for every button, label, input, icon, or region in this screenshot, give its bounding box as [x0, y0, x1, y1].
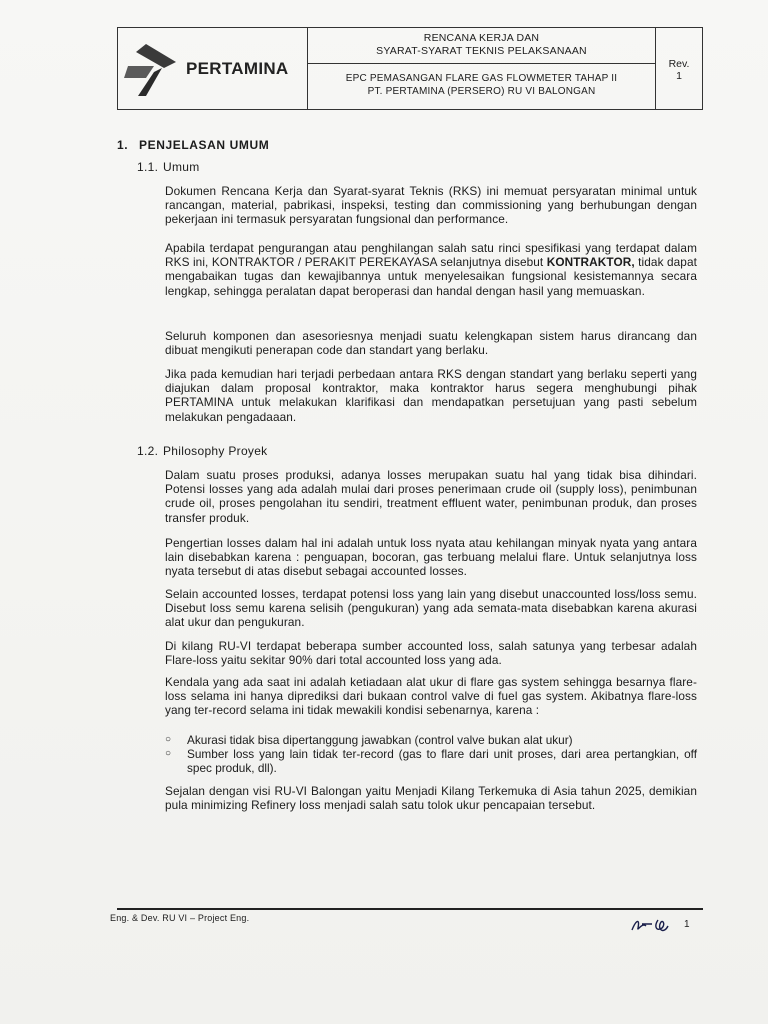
project-title [308, 64, 655, 109]
footer-rule [117, 908, 703, 910]
revision-value: 1 [676, 70, 682, 82]
list-item [165, 747, 697, 775]
signature-icon [628, 914, 676, 936]
bullet-list [165, 733, 697, 776]
list-item-text: Akurasi tidak bisa dipertanggung jawabkan (control valve bukan alat ukur) [187, 733, 573, 747]
subsection-number: 1.1. [137, 160, 159, 174]
document-title-line2: SYARAT-SYARAT TEKNIS PELAKSANAAN [376, 45, 587, 57]
title-cell [308, 28, 656, 109]
subsection-title: Philosophy Proyek [163, 444, 268, 458]
paragraph-umum-2-text-a: Apabila terdapat pengurangan atau penghilangan salah satu rinci spesifikasi yang terdapat dalam RKS ini, KONTRAKTOR / PERAKIT PEREKAYASA selanjutnya disebut [165, 241, 697, 270]
paragraph-philosophy-5: Kendala yang ada saat ini adalah ketiadaan alat ukur di flare gas system sehingga besarnya flare-loss selama ini hanya diprediksi dari bukaan control valve di fuel gas system. Akibatnya flare-loss yang ter-record selama ini tidak mewakili kondisi sebenarnya, karena : [165, 675, 697, 718]
paragraph-philosophy-4: Di kilang RU-VI terdapat beberapa sumber accounted loss, salah satunya yang terbesar adalah Flare-loss yaitu sekitar 90% dari total accounted loss yang ada. [165, 639, 697, 668]
pertamina-logo-icon [124, 44, 182, 96]
paragraph-philosophy-1: Dalam suatu proses produksi, adanya losses merupakan suatu hal yang tidak bisa dihindari. Potensi losses yang ada adalah mulai dari proses penerimaan crude oil (supply loss), penimbunan crude oil, proses pengolahan itu sendiri, treatment effluent water, penimbunan produk, dan proses transfer produk. [165, 468, 697, 525]
document-title-line1: RENCANA KERJA DAN [423, 32, 540, 44]
paragraph-philosophy-2: Pengertian losses dalam hal ini adalah untuk loss nyata atau kehilangan minyak nyata yang antara lain disebabkan karena : penguapan, bocoran, gas terbuang melalui flare. Untuk selanjutnya loss nyata tersebut di atas disebut sebagai accounted losses. [165, 536, 697, 579]
project-title-line2: PT. PERTAMINA (PERSERO) RU VI BALONGAN [367, 86, 596, 97]
footer-department: Eng. & Dev. RU VI – Project Eng. [110, 913, 250, 923]
section-number: 1. [117, 138, 129, 152]
subsection-heading-philosophy [137, 444, 268, 458]
page-number: 1 [684, 919, 690, 930]
subsection-heading-umum [137, 160, 200, 174]
section-heading [117, 138, 269, 152]
section-title: PENJELASAN UMUM [139, 138, 270, 152]
kontraktor-bold: KONTRAKTOR, [546, 255, 635, 270]
subsection-number: 1.2. [137, 444, 159, 458]
list-item [165, 733, 697, 747]
paragraph-umum-2-text-b: tidak dapat mengabaikan tugas dan kewajibannya untuk menyelesaikan fungsional kesistemannya secara lengkap, sehingga peralatan dapat beroperasi dan handal dengan hasil yang memuaskan. [165, 255, 697, 298]
company-name: PERTAMINA [186, 59, 289, 78]
circle-bullet-icon: ○ [165, 734, 172, 745]
project-title-line1: EPC PEMASANGAN FLARE GAS FLOWMETER TAHAP II [345, 73, 618, 84]
document-title [308, 28, 655, 64]
paragraph-philosophy-6: Sejalan dengan visi RU-VI Balongan yaitu Menjadi Kilang Terkemuka di Asia tahun 2025, demikian pula minimizing Refinery loss menjadi salah satu tolok ukur pencapaian tersebut. [165, 784, 697, 813]
revision-cell [656, 28, 702, 109]
paragraph-umum-1: Dokumen Rencana Kerja dan Syarat-syarat Teknis (RKS) ini memuat persyaratan minimal untuk rancangan, material, pabrikasi, inspeksi, testing dan commissioning yang berhubungan dengan pekerjaan ini termasuk persyaratan fungsional dan performance. [165, 184, 697, 227]
paragraph-philosophy-3: Selain accounted losses, terdapat potensi loss yang lain yang disebut unaccounted loss/loss semu. Disebut loss semu karena selisih (pengukuran) yang ada semata-mata disebabkan karena akurasi alat ukur dan pengukuran. [165, 587, 697, 630]
revision-label: Rev. [668, 58, 690, 70]
document-header-table [117, 27, 703, 110]
paragraph-umum-3: Seluruh komponen dan asesoriesnya menjadi suatu kelengkapan sistem harus dirancang dan dibuat mengikuti penerapan code dan standart yang berlaku. [165, 329, 697, 358]
paragraph-umum-2 [165, 241, 697, 298]
circle-bullet-icon: ○ [165, 748, 172, 760]
list-item-text: Sumber loss yang lain tidak ter-record (gas to flare dari unit proses, dari area pertangkian, off spec produk, dll). [187, 747, 697, 776]
subsection-title: Umum [163, 160, 200, 174]
paragraph-umum-4: Jika pada kemudian hari terjadi perbedaan antara RKS dengan standart yang berlaku seperti yang diajukan dalam proposal kontraktor, maka kontraktor harus segera menghubungi pihak PERTAMINA untuk melakukan klarifikasi dan mendapatkan persetujuan yang pasti sebelum melakukan pengadaaan. [165, 367, 697, 424]
logo-cell [118, 28, 308, 109]
